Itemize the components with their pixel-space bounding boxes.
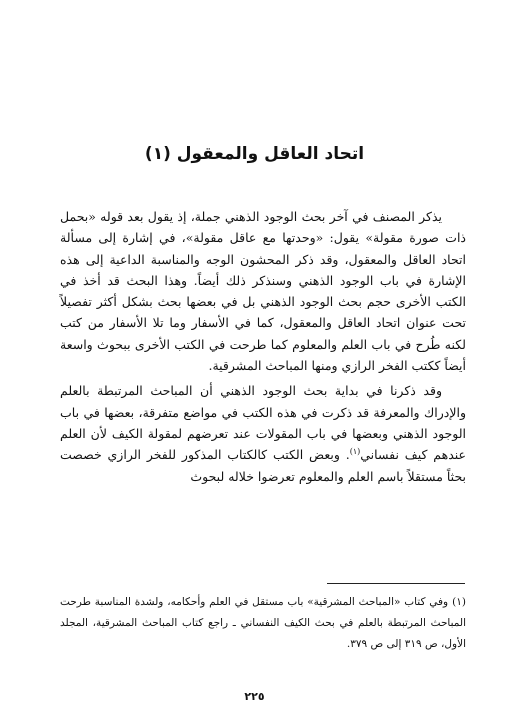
body-text: [60, 206, 466, 487]
chapter-title: اتحاد العاقل والمعقول (١): [144, 144, 365, 164]
footnote-number: (١): [452, 596, 466, 608]
paragraph-text: وقد ذكرنا في بداية بحث الوجود الذهني أن المباحث المرتبطة بالعلم والإدراك والمعرفة قد ذكرت في هذه الكتب في مواضع متفرقة، بعضها في باب الوجود الذهني وبعضها في باب المقولات عند تعرضهم لمقولة الكيف لأن العلم عندهم كيف نفساني: [60, 383, 466, 463]
paragraph: [60, 380, 466, 486]
footnote-separator: [327, 583, 465, 584]
paragraph: يذكر المصنف في آخر بحث الوجود الذهني جملة، إذ يقول بعد قوله «بحمل ذات صورة مقولة» يقول: «وحدتها مع عاقل مقولة»، في إشارة إلى مسألة اتحاد العاقل والمعقول، وقد ذكر المحشون الوجه والمناسبة الداعية إلى هذه الإشارة في باب الوجود الذهني وسنذكر ذلك أيضاً. وهذا البحث قد أخذ في الكتب الأخرى حجم بحث الوجود الذهني بل في بعضها بحث بشكل أكثر تفصيلاً تحت عنوان اتحاد العاقل والمعقول، كما في الأسفار وما تلا الأسفار من كتب لكنه طُرح في باب العلم والمعلوم كما طرحت في الكتب الأخرى ببحوث واسعة أيضاً ككتب الفخر الرازي ومنها المباحث المشرقية.: [60, 209, 466, 374]
footnote-text: وفي كتاب «المباحث المشرقية» باب مستقل في العلم وأحكامه، ولشدة المناسبة طرحت المباحث المرتبطة بالعلم في بحث الكيف النفساني ـ راجع كتاب المباحث المشرقية، المجلد الأول، ص ٣١٩ إلى ص ٣٧٩.: [60, 596, 466, 650]
footnote-reference[interactable]: (١): [349, 447, 361, 457]
footnote: [60, 592, 466, 655]
page-number: ٢٢٥: [244, 690, 265, 703]
paragraph-text: . وبعض الكتب كالكتاب المذكور للفخر الرازي خصصت بحثاً مستقلاً باسم العلم والمعلوم تعرضوا خلاله لبحوث: [60, 447, 466, 484]
